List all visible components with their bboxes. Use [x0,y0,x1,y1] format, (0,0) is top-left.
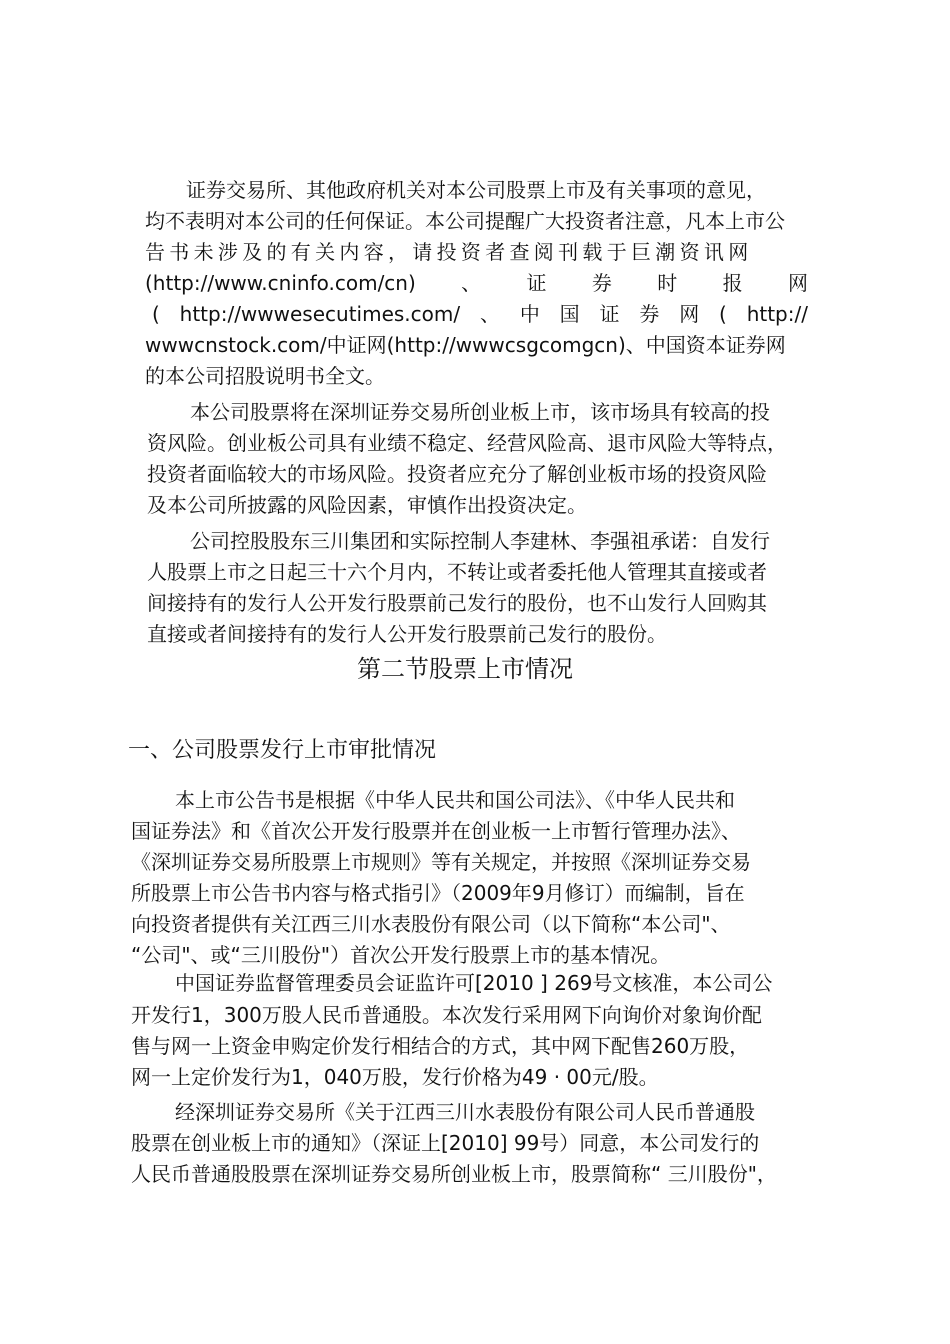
paragraph-line: 向投资者提供有关江西三川水表股份有限公司（以下简称“本公司"、 [131,912,731,936]
paragraph-line: wwwcnstock.com/中证网(http://wwwcsgcomgcn)、中国资本证券网 [145,333,786,357]
url-text[interactable]: http:// [746,302,808,326]
paragraph-line: 投资者面临较大的市场风险。投资者应充分了解创业板市场的投资风险 [147,462,767,486]
text-segment: ( [152,302,160,326]
paragraph-line: 的本公司招股说明书全文。 [145,364,385,388]
text-segment: 网 [787,271,808,295]
text-segment: 、 [461,271,482,295]
text-segment: 时 [657,271,678,295]
paragraph-line: 资风险。创业板公司具有业绩不稳定、经营风险高、退市风险大等特点， [147,431,787,455]
paragraph-line: 国证券法》和《首次公开发行股票并在创业板一上市暂行管理办法》、 [131,819,741,843]
text-segment: 证 [599,302,620,326]
paragraph-line: 间接持有的发行人公开发行股票前己发行的股份，也不山发行人回购其 [147,591,767,615]
text-segment: 报 [722,271,743,295]
paragraph-line-justified [145,268,808,298]
paragraph-line: 人民币普通股股票在深圳证券交易所创业板上市，股票简称“ 三川股份"， [131,1162,777,1186]
text-segment: 券 [639,302,660,326]
paragraph-line: 《深圳证券交易所股票上市规则》等有关规定，并按照《深圳证券交易 [131,850,751,874]
paragraph-line-justified [152,299,808,329]
paragraph-line: 人股票上市之日起三十六个月内，不转让或者委托他人管理其直接或者 [147,560,767,584]
paragraph-line: “公司"、或“三川股份"）首次公开发行股票上市的基本情况。 [131,943,671,967]
text-segment: 证 [526,271,547,295]
paragraph-line: 公司控股股东三川集团和实际控制人李建林、李强祖承诺：自发行 [190,529,770,553]
paragraph-line: 及本公司所披露的风险因素，审慎作出投资决定。 [147,493,587,517]
paragraph-line: 中国证券监督管理委员会证监许可[2010 ] 269号文核准，本公司公 [175,971,773,995]
paragraph-line: 经深圳证券交易所《关于江西三川水表股份有限公司人民币普通股 [175,1100,755,1124]
paragraph-line: 本公司股票将在深圳证券交易所创业板上市，该市场具有较高的投 [190,400,770,424]
paragraph-line: 售与网一上资金申购定价发行相结合的方式，其中网下配售260万股， [131,1034,750,1058]
text-segment: 网 [679,302,700,326]
paragraph-line: 所股票上市公告书内容与格式指引》（2009年9月修订）而编制，旨在 [131,881,745,905]
text-segment: 国 [559,302,580,326]
paragraph-line: 直接或者间接持有的发行人公开发行股票前己发行的股份。 [147,622,667,646]
paragraph-line: 均不表明对本公司的任何保证。本公司提醒广大投资者注意，凡本上市公 [145,209,785,233]
section-title: 第二节股票上市情况 [357,655,573,683]
paragraph-line: 证券交易所、其他政府机关对本公司股票上市及有关事项的意见， [186,178,766,202]
paragraph-line: 网一上定价发行为1，040万股，发行价格为49 · 00元/股。 [131,1065,659,1089]
text-segment: 中 [519,302,540,326]
paragraph-line: 股票在创业板上市的通知》（深证上[2010] 99号）同意，本公司发行的 [131,1131,760,1155]
subsection-title: 一、公司股票发行上市审批情况 [128,738,437,763]
url-text[interactable]: (http://www.cninfo.com/cn) [145,271,416,295]
url-text[interactable]: http://wwwesecutimes.com/ [179,302,461,326]
paragraph-line: 开发行1，300万股人民币普通股。本次发行采用网下向询价对象询价配 [131,1003,762,1027]
paragraph-line: 本上市公告书是根据《中华人民共和国公司法》、《中华人民共和 [175,788,735,812]
text-segment: ( [719,302,727,326]
text-segment: 券 [591,271,612,295]
text-segment: 、 [479,302,500,326]
paragraph-line: 告书未涉及的有关内容，请投资者查阅刊载于巨潮资讯网 [145,240,753,264]
